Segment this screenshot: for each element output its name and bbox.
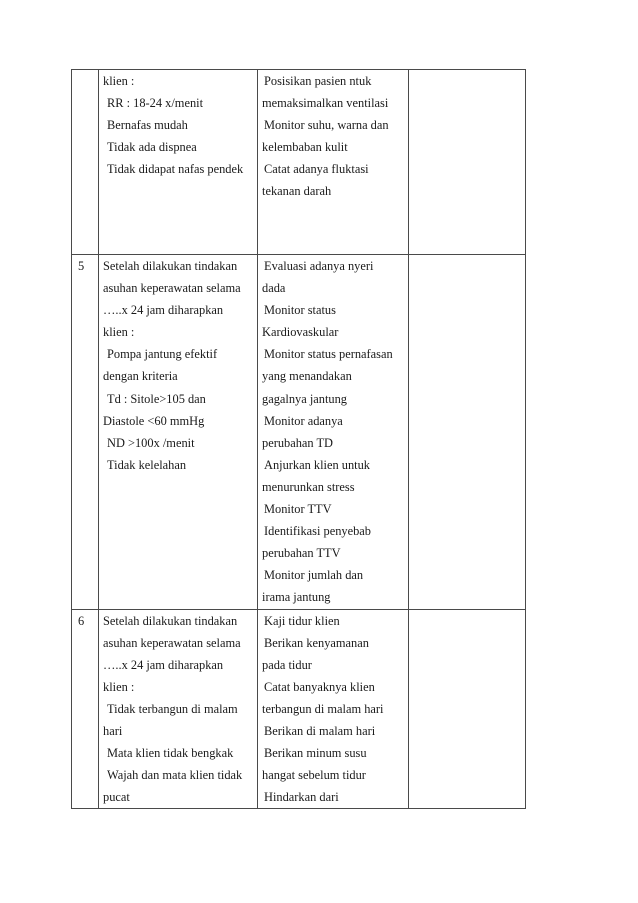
evaluation-cell bbox=[409, 609, 526, 809]
criteria-line: …..x 24 jam diharapkan bbox=[103, 657, 224, 672]
criteria-line: asuhan keperawatan selama bbox=[103, 281, 241, 296]
intervention-cell bbox=[258, 255, 409, 610]
criteria-line: Setelah dilakukan tindakan bbox=[103, 613, 238, 628]
nursing-care-table bbox=[71, 69, 526, 809]
table-row bbox=[72, 255, 526, 610]
evaluation-cell bbox=[409, 255, 526, 610]
intervention-line: Hindarkan dari bbox=[264, 790, 339, 805]
table-row bbox=[72, 70, 526, 255]
intervention-line: hangat sebelum tidur bbox=[262, 768, 366, 783]
criteria-line: hari bbox=[103, 723, 123, 738]
criteria-line: klien : bbox=[103, 325, 135, 340]
intervention-line: Catat adanya fluktasi bbox=[264, 162, 369, 177]
outcome-criteria-cell bbox=[99, 255, 258, 610]
intervention-line: tekanan darah bbox=[262, 184, 332, 199]
intervention-line: Berikan minum susu bbox=[264, 746, 367, 761]
criteria-line: Wajah dan mata klien tidak bbox=[107, 768, 243, 783]
intervention-line: irama jantung bbox=[262, 590, 331, 605]
criteria-line: klien : bbox=[103, 679, 135, 694]
intervention-cell bbox=[258, 70, 409, 255]
intervention-line: perubahan TD bbox=[262, 435, 333, 450]
outcome-criteria-cell bbox=[99, 609, 258, 809]
intervention-line: dada bbox=[262, 281, 286, 296]
intervention-line: kelembaban kulit bbox=[262, 140, 348, 155]
criteria-line: Tidak ada dispnea bbox=[107, 140, 197, 155]
evaluation-cell bbox=[409, 70, 526, 255]
intervention-line: Monitor status bbox=[264, 303, 336, 318]
intervention-line: yang menandakan bbox=[262, 369, 352, 384]
criteria-line: Tidak kelelahan bbox=[107, 457, 187, 472]
table-row bbox=[72, 609, 526, 809]
intervention-line: Berikan di malam hari bbox=[264, 723, 376, 738]
criteria-line: pucat bbox=[103, 790, 130, 805]
criteria-line: dengan kriteria bbox=[103, 369, 178, 384]
intervention-line: Monitor adanya bbox=[264, 413, 343, 428]
row-number: 5 bbox=[72, 255, 99, 610]
intervention-line: pada tidur bbox=[262, 657, 312, 672]
outcome-criteria-cell bbox=[99, 70, 258, 255]
criteria-line: klien : bbox=[103, 74, 135, 88]
intervention-line: terbangun di malam hari bbox=[262, 701, 384, 716]
intervention-line: Monitor TTV bbox=[264, 502, 332, 517]
intervention-line: Kaji tidur klien bbox=[264, 613, 340, 628]
criteria-line: Tidak terbangun di malam bbox=[107, 701, 238, 716]
criteria-line: Td : Sitole>105 dan bbox=[107, 391, 206, 406]
intervention-line: Posisikan pasien ntuk bbox=[264, 74, 372, 88]
row-number: 6 bbox=[72, 609, 99, 809]
criteria-line: Setelah dilakukan tindakan bbox=[103, 259, 238, 273]
intervention-line: perubahan TTV bbox=[262, 546, 341, 561]
intervention-line: Identifikasi penyebab bbox=[264, 524, 372, 539]
criteria-line: ND >100x /menit bbox=[107, 435, 195, 450]
intervention-line: Catat banyaknya klien bbox=[264, 679, 375, 694]
criteria-line: Pompa jantung efektif bbox=[107, 347, 218, 362]
criteria-line: Mata klien tidak bengkak bbox=[107, 746, 234, 761]
intervention-line: gagalnya jantung bbox=[262, 391, 347, 406]
criteria-line: Tidak didapat nafas pendek bbox=[107, 162, 244, 177]
intervention-line: menurunkan stress bbox=[262, 479, 355, 494]
criteria-line: Bernafas mudah bbox=[107, 118, 188, 133]
intervention-cell bbox=[258, 609, 409, 809]
intervention-line: Monitor status pernafasan bbox=[264, 347, 393, 362]
criteria-line: RR : 18-24 x/menit bbox=[107, 96, 204, 111]
criteria-line: asuhan keperawatan selama bbox=[103, 635, 241, 650]
criteria-line: Diastole <60 mmHg bbox=[103, 413, 205, 428]
intervention-line: memaksimalkan ventilasi bbox=[262, 96, 389, 111]
intervention-line: Evaluasi adanya nyeri bbox=[264, 259, 374, 273]
criteria-line: …..x 24 jam diharapkan bbox=[103, 303, 224, 318]
intervention-line: Kardiovaskular bbox=[262, 325, 339, 340]
intervention-line: Berikan kenyamanan bbox=[264, 635, 369, 650]
row-number bbox=[72, 70, 99, 255]
intervention-line: Monitor suhu, warna dan bbox=[264, 118, 389, 133]
intervention-line: Anjurkan klien untuk bbox=[264, 457, 370, 472]
intervention-line: Monitor jumlah dan bbox=[264, 568, 364, 583]
